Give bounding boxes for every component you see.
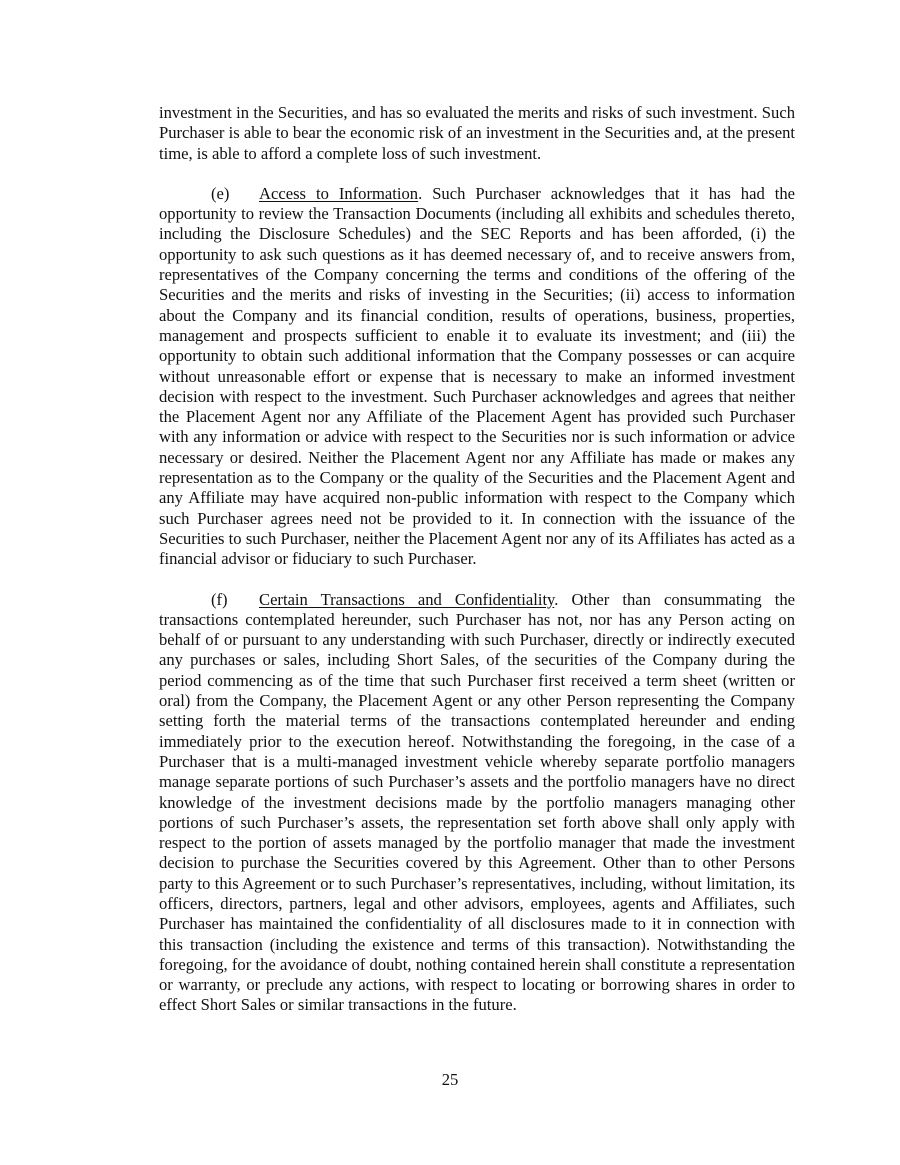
section-e-heading: Access to Information bbox=[259, 183, 419, 203]
section-f-paragraph bbox=[159, 590, 795, 1016]
section-e-number: (e) bbox=[211, 183, 230, 203]
section-e-text: . Such Purchaser acknowledges that it has had the opportunity to review the Transaction Documents (including all exhibits and schedules thereto, including the Disclosure Schedules) and the SEC Reports and has been afforded, (i) the opportunity to ask such questions as it has deemed necessary of, and to receive answers from, representatives of the Company concerning the terms and conditions of the offering of the Securities and the merits and risks of investing in the Securities; (ii) access to information about the Company and its financial condition, results of operations, business, properties, management and prospects sufficient to enable it to evaluate its investment; and (iii) the opportunity to obtain such additional information that the Company possesses or can acquire without unreasonable effort or expense that is necessary to make an informed investment decision with respect to the investment. Such Purchaser acknowledges and agrees that neither the Placement Agent nor any Affiliate of the Placement Agent has provided such Purchaser with any information or advice with respect to the Securities nor is such information or advice necessary or desired. Neither the Placement Agent nor any Affiliate has made or makes any representation as to the Company or the quality of the Securities and the Placement Agent and any Affiliate may have acquired non-public information with respect to the Company which such Purchaser agrees need not be provided to it. In connection with the issuance of the Securities to such Purchaser, neither the Placement Agent nor any of its Affiliates has acted as a financial advisor or fiduciary to such Purchaser. bbox=[159, 183, 795, 569]
continued-paragraph-text: investment in the Securities, and has so evaluated the merits and risks of such investment. Such Purchaser is able to bear the economic risk of an investment in the Securities and, at the present time, is able to afford a complete loss of such investment. bbox=[159, 103, 795, 163]
section-f-heading: Certain Transactions and Confidentiality bbox=[259, 589, 555, 609]
page-number: 25 bbox=[441, 1070, 459, 1089]
continued-paragraph bbox=[159, 103, 795, 164]
section-e-paragraph bbox=[159, 184, 795, 570]
document-body bbox=[159, 103, 795, 1036]
section-f-number: (f) bbox=[211, 589, 228, 609]
section-f-text: . Other than consummating the transactions contemplated hereunder, such Purchaser has not, nor has any Person acting on behalf of or pursuant to any understanding with such Purchaser, directly or indirectly executed any purchases or sales, including Short Sales, of the securities of the Company during the period commencing as of the time that such Purchaser first received a term sheet (written or oral) from the Company, the Placement Agent or any other Person representing the Company setting forth the material terms of the transactions contemplated hereunder and ending immediately prior to the execution hereof. Notwithstanding the foregoing, in the case of a Purchaser that is a multi-managed investment vehicle whereby separate portfolio managers manage separate portions of such Purchaser’s assets and the portfolio managers have no direct knowledge of the investment decisions made by the portfolio managers managing other portions of such Purchaser’s assets, the representation set forth above shall only apply with respect to the portion of assets managed by the portfolio manager that made the investment decision to purchase the Securities covered by this Agreement. Other than to other Persons party to this Agreement or to such Purchaser’s representatives, including, without limitation, its officers, directors, partners, legal and other advisors, employees, agents and Affiliates, such Purchaser has maintained the confidentiality of all disclosures made to it in connection with this transaction (including the existence and terms of this transaction). Notwithstanding the foregoing, for the avoidance of doubt, nothing contained herein shall constitute a representation or warranty, or preclude any actions, with respect to locating or borrowing shares in order to effect Short Sales or similar transactions in the future. bbox=[159, 589, 795, 1015]
